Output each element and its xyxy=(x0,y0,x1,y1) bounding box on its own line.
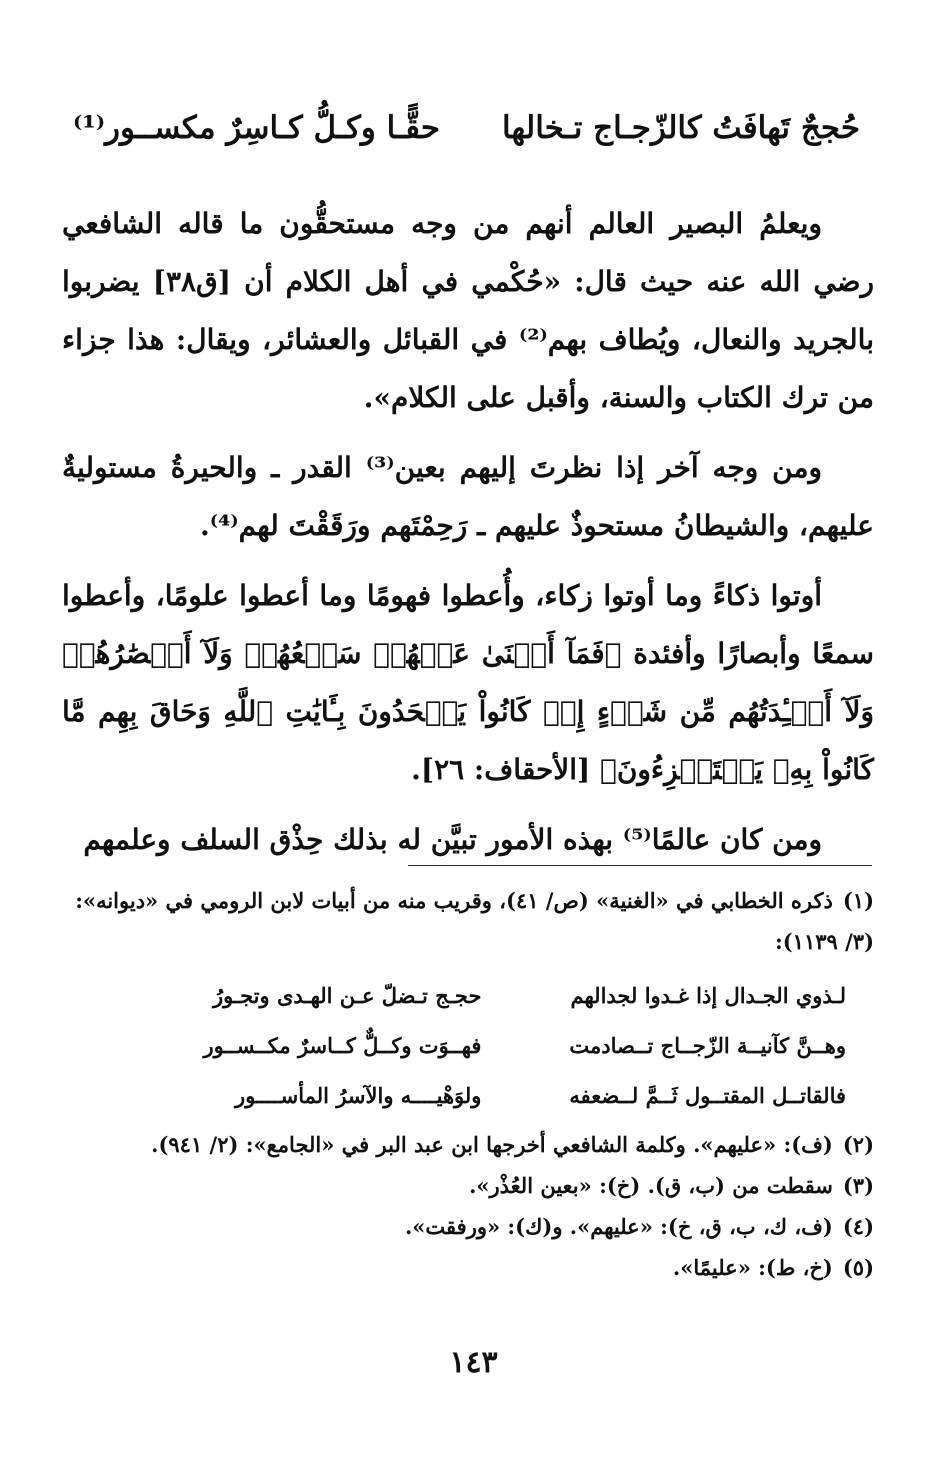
footnote-text: سقطت من (ب، ق). (خ): «بعين العُذْر». xyxy=(469,1173,833,1198)
footnotes xyxy=(62,880,874,1288)
paragraph-another-aspect: ومن وجه آخر إذا نظرتَ إليهم بعين⁽³⁾ القدر ـ والحيرةُ مستوليةٌ عليهم، والشيطانُ مستحوذٌ عليهم ـ رَحِمْتَهم ورَقَقْتَ لهم⁽⁴⁾. xyxy=(62,451,874,542)
footnote-number: (٢) xyxy=(842,1132,874,1157)
poem-second-hemistich: ولوَهْيــــه والآسرُ المأســــور xyxy=(235,1082,482,1108)
footnote-text: (خ، ط): «عليمًا». xyxy=(672,1255,833,1280)
footnote-3 xyxy=(62,1165,874,1206)
footnote-2 xyxy=(62,1124,874,1165)
poem-line xyxy=(62,1020,874,1070)
opening-verse xyxy=(60,110,860,170)
footnote-divider xyxy=(408,865,872,866)
footnote-number: (١) xyxy=(842,888,874,913)
footnote-4 xyxy=(62,1206,874,1247)
footnote-number: (٤) xyxy=(842,1214,874,1239)
poem-first-hemistich: لـذوي الجـدال إذا غـدوا لجدالهم xyxy=(570,982,846,1008)
paragraph-text: أوتوا ذكاءً وما أوتوا زكاء، وأُعطوا فهومًا وما أعطوا علومًا، وأعطوا سمعًا وأبصارًا وأفئدة xyxy=(62,579,874,670)
footnote-text: (ف): «عليهم». وكلمة الشافعي أخرجها ابن عبد البر في «الجامع»: (٢/ ٩٤١). xyxy=(151,1132,833,1157)
poem-line xyxy=(62,970,874,1020)
quran-verse: ﴿فَمَآ أَغۡنَىٰ عَنۡهُمۡ سَمۡعُهُمۡ وَلَآ أَبۡصَٰرُهُمۡ وَلَآ أَفۡـِٔدَتُهُم مِّن شَيۡءٍ إِذۡ كَانُواْ يَجۡحَدُونَ بِـَٔايَٰتِ ٱللَّهِ وَحَاقَ بِهِم مَّا كَانُواْ بِهِۦ يَسۡتَهۡزِءُونَ﴾ xyxy=(62,637,874,786)
footnote-text: ذكره الخطابي في «الغنية» (ص/ ٤١)، وقريب منه من أبيات لابن الرومي في «ديوانه»: (٣/ ١١٣٩): xyxy=(75,888,874,954)
poem-line xyxy=(62,1070,874,1120)
paragraph-closing: ومن كان عالمًا⁽⁵⁾ بهذه الأمور تبيَّن له بذلك حِذْق السلف وعلمهم xyxy=(83,823,822,856)
paragraph-shafii-quote: ويعلمُ البصير العالم أنهم من وجه مستحقُّون ما قاله الشافعي رضي الله عنه حيث قال: «حُكْمي في أهل الكلام أن [ق٣٨] يضربوا بالجريد والنعال، ويُطاف بهم⁽²⁾ في القبائل والعشائر، ويقال: هذا جزاء من ترك الكتاب والسنة، وأقبل على الكلام». xyxy=(62,207,875,414)
footnote-1 xyxy=(62,880,874,962)
footnote-poem xyxy=(62,970,874,1120)
poem-first-hemistich: فالقاتــل المقتــول ثَــمَّ لــضعفه xyxy=(569,1082,846,1108)
main-text xyxy=(62,195,874,869)
poem-second-hemistich: فهــوَت وكــلٌّ كــاسرٌ مكــســور xyxy=(203,1032,482,1058)
footnote-5 xyxy=(62,1247,874,1288)
poem-second-hemistich: حجـج تـضلّ عـن الهـدى وتجـورُ xyxy=(212,982,482,1008)
footnote-number: (٣) xyxy=(842,1173,874,1198)
poem-first-hemistich: وهــنَّ كآنيــة الزّجــاج تــصادمت xyxy=(569,1032,846,1058)
footnote-number: (٥) xyxy=(842,1255,874,1280)
quran-reference: [الأحقاف: ٢٦]. xyxy=(411,753,601,786)
verse-second-hemistich: حقًّـا وكـلُّ كـاسِرٌ مكســور⁽¹⁾ xyxy=(73,110,440,146)
verse-first-hemistich: حُججٌ تَهافَتُ كالزّجـاج تـخالها xyxy=(502,110,860,146)
page-number: ١٤٣ xyxy=(449,1345,498,1380)
footnote-text: (ف، ك، ب، ق، خ): «عليهم». و(ك): «ورفقت». xyxy=(404,1214,833,1239)
paragraph-intelligence xyxy=(62,567,874,799)
